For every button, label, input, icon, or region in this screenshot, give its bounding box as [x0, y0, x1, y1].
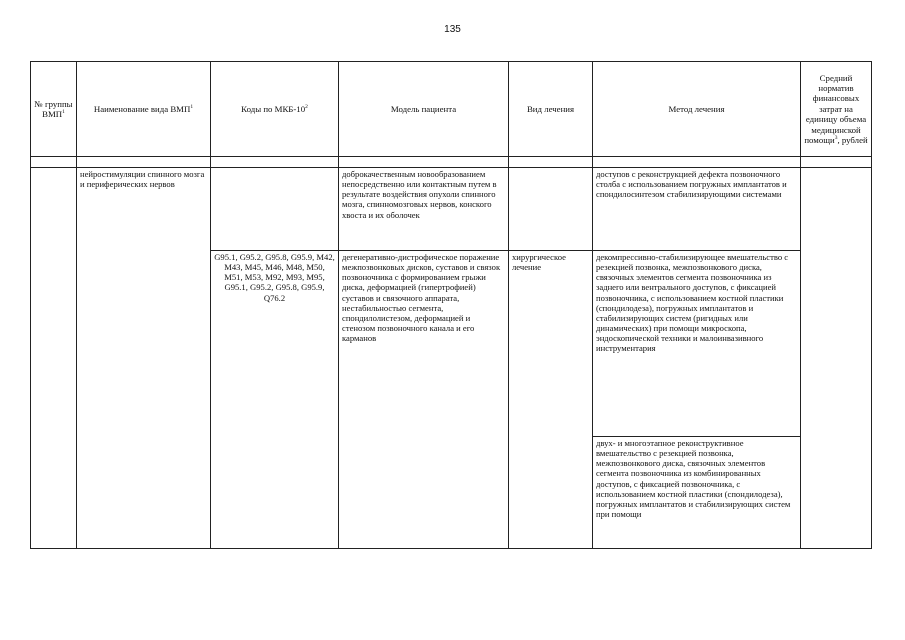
spacer-row	[31, 157, 872, 168]
header-mkb-codes: Коды по МКБ-$10^2$	[211, 62, 339, 157]
vmp-name-cell: нейростимуляции спинного мозга и периферических нервов	[77, 168, 211, 549]
header-row	[31, 62, 872, 157]
codes-cell	[211, 168, 339, 251]
treatment-type-cell: хирургическое лечение	[509, 251, 593, 549]
patient-model-cell: доброкачественным новообразованием непосредственно или контактным путем в результате воздействия опухоли спинного мозга, спинномозговых нервов, конского хвоста и их оболочек	[339, 168, 509, 251]
header-patient-model: Модель пациента	[339, 62, 509, 157]
table-row	[31, 168, 872, 251]
treatment-method-cell: двух- и многоэтапное реконструктивное вмешательство с резекцией позвонка, межпозвонкового диска, связочных элементов сегмента позвоночника из комбинированных доступов, с фиксацией позвоночника, с использованием костной пластики (спондилодеза), погружных имплантатов и стабилизирующих систем при помощи	[593, 437, 801, 549]
treatment-method-cell: доступов с реконструкцией дефекта позвоночного столба с использованием погружных имплантатов и спондилосинтезом стабилизирующими системами	[593, 168, 801, 251]
header-group-no: № группы ВМП$^1$	[31, 62, 77, 157]
header-treatment-method: Метод лечения	[593, 62, 801, 157]
page-number: 135	[444, 24, 461, 35]
header-treatment-type: Вид лечения	[509, 62, 593, 157]
group-no-cell	[31, 168, 77, 549]
cost-cell	[801, 168, 872, 549]
treatment-type-cell	[509, 168, 593, 251]
codes-cell: G95.1, G95.2, G95.8, G95.9, M42, M43, M45, M46, M48, M50, M51, M53, M92, M93, M95, G95.1, G95.2, G95.8, G95.9, Q76.2	[211, 251, 339, 549]
header-vmp-name: Наименование вида ВМП$^1$	[77, 62, 211, 157]
header-cost: Средний норматив финансовых затрат на единицу объема медицинской помощи$^3$, рублей	[801, 62, 872, 157]
vmp-table	[30, 61, 872, 549]
patient-model-cell: дегенеративно-дистрофическое поражение межпозвонковых дисков, суставов и связок позвоночника с формированием грыжи диска, деформацией (гипертрофией) суставов и связочного аппарата, нестабильностью сегмента, спондилолистезом, деформацией и стенозом позвоночного канала и его карманов	[339, 251, 509, 549]
treatment-method-cell: декомпрессивно-стабилизирующее вмешательство с резекцией позвонка, межпозвонкового диска, связочных элементов сегмента позвоночника из заднего или вентрального доступов, с фиксацией позвоночника, с использованием костной пластики (спондилодеза), погружных имплантатов и стабилизирующих систем (ригидных или динамических) при помощи микроскопа, эндоскопической техники и малоинвазивного инструментария	[593, 251, 801, 437]
